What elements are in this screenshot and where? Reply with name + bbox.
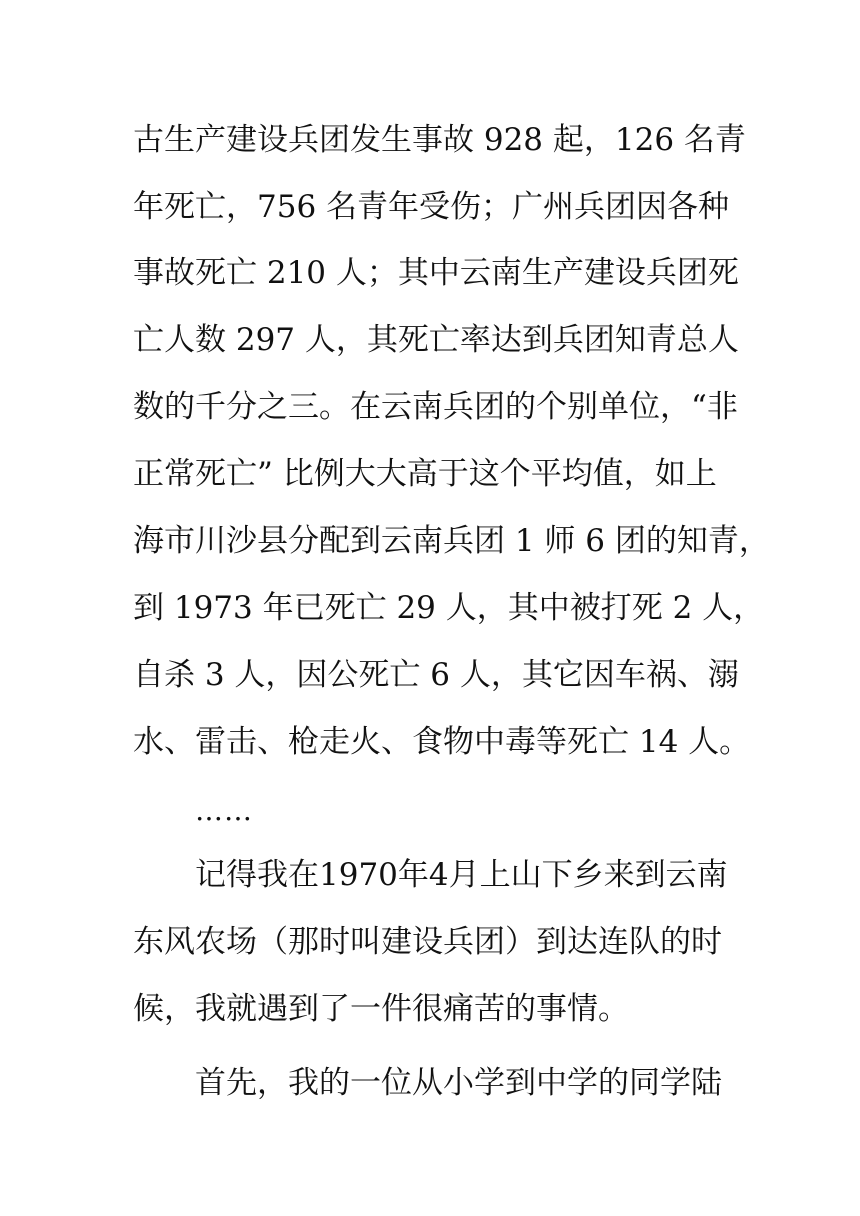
text-line: 数的千分之三。在云南兵团的个别单位，“非 [133, 389, 738, 425]
text-line: 水、雷击、枪走火、食物中毒等死亡 14 人。 [133, 724, 751, 760]
paragraph-line: 记得我在1970年4月上山下乡来到云南 [195, 857, 728, 893]
text-line: 自杀 3 人，因公死亡 6 人，其它因车祸、溺 [133, 657, 739, 693]
text-line: 亡人数 297 人，其死亡率达到兵团知青总人 [133, 322, 739, 358]
text-line: 古生产建设兵团发生事故 928 起，126 名青 [133, 122, 746, 158]
text-line: 年死亡，756 名青年受伤；广州兵团因各种 [133, 189, 730, 225]
paragraph-line: 首先，我的一位从小学到中学的同学陆 [195, 1065, 722, 1101]
paragraph-line: 候，我就遇到了一件很痛苦的事情。 [133, 991, 629, 1027]
text-line: 海市川沙县分配到云南兵团 1 师 6 团的知青， [133, 523, 770, 559]
text-line: 事故死亡 210 人；其中云南生产建设兵团死 [133, 255, 739, 291]
text-line: 正常死亡” 比例大大高于这个平均值，如上 [133, 456, 717, 492]
text-line: 到 1973 年已死亡 29 人，其中被打死 2 人， [133, 590, 765, 626]
ellipsis-separator: …… [195, 794, 253, 827]
paragraph-line: 东风农场（那时叫建设兵团）到达连队的时 [133, 924, 722, 960]
